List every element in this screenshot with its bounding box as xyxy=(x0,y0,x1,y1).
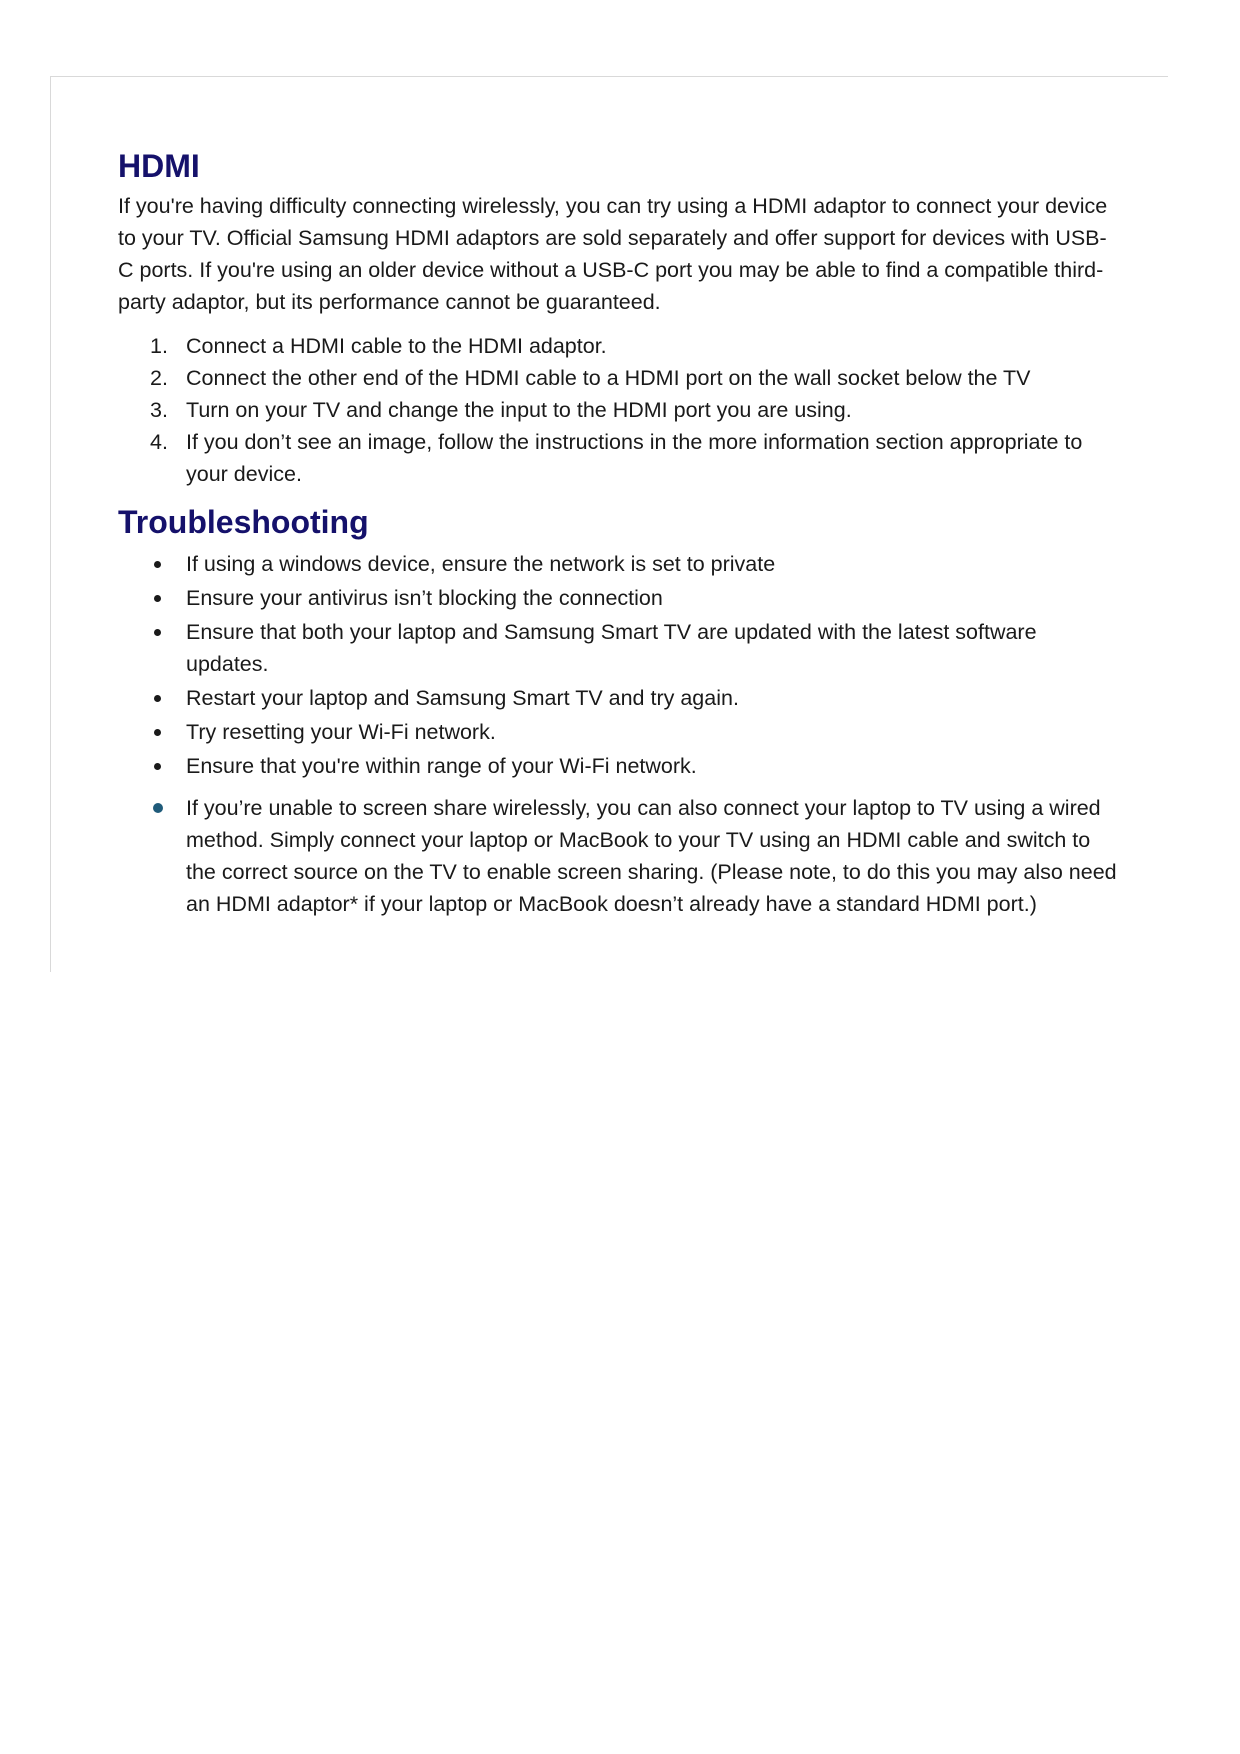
bullet-icon xyxy=(154,763,161,770)
step-number: 3. xyxy=(150,398,168,422)
troubleshooting-item xyxy=(118,582,1118,614)
step-number: 1. xyxy=(150,334,168,358)
tip-text: Ensure your antivirus isn’t blocking the connection xyxy=(186,586,663,610)
step-text: Connect a HDMI cable to the HDMI adaptor. xyxy=(186,334,607,358)
tip-text: If you’re unable to screen share wirelessly, you can also connect your laptop to TV using a wired method. Simply connect your laptop or MacBook to your TV using an HDMI cable and switch to the correct source on the TV to enable screen sharing. (Please note, to do this you may also need an HDMI adaptor* if your laptop or MacBook doesn’t already have a standard HDMI port.) xyxy=(186,796,1117,916)
hdmi-step xyxy=(118,330,1118,362)
troubleshooting-item xyxy=(118,616,1118,680)
troubleshooting-item xyxy=(118,682,1118,714)
step-text: Connect the other end of the HDMI cable to a HDMI port on the wall socket below the TV xyxy=(186,366,1031,390)
bullet-icon xyxy=(154,695,161,702)
troubleshooting-list xyxy=(118,548,1118,920)
tip-text: Ensure that you're within range of your Wi-Fi network. xyxy=(186,754,697,778)
troubleshooting-item xyxy=(118,716,1118,748)
hdmi-step xyxy=(118,362,1118,394)
step-text: Turn on your TV and change the input to the HDMI port you are using. xyxy=(186,398,852,422)
bullet-icon xyxy=(154,595,161,602)
step-number: 2. xyxy=(150,366,168,390)
document-content xyxy=(118,146,1118,922)
hdmi-heading: HDMI xyxy=(118,148,200,184)
hdmi-step xyxy=(118,426,1118,490)
bullet-icon xyxy=(154,629,161,636)
step-text: If you don’t see an image, follow the instructions in the more information section appropriate to your device. xyxy=(186,430,1083,486)
tip-text: If using a windows device, ensure the network is set to private xyxy=(186,552,776,576)
tip-text: Restart your laptop and Samsung Smart TV and try again. xyxy=(186,686,739,710)
hdmi-steps-list xyxy=(118,330,1118,490)
bullet-icon xyxy=(154,729,161,736)
hdmi-step xyxy=(118,394,1118,426)
step-number: 4. xyxy=(150,430,168,454)
hdmi-intro-paragraph: If you're having difficulty connecting wirelessly, you can try using a HDMI adaptor to connect your device to your TV. Official Samsung HDMI adaptors are sold separately and offer support for devices with USB-C ports. If you're using an older device without a USB-C port you may be able to find a compatible third-party adaptor, but its performance cannot be guaranteed. xyxy=(118,194,1108,314)
troubleshooting-item xyxy=(118,750,1118,782)
bullet-icon xyxy=(154,561,161,568)
troubleshooting-heading: Troubleshooting xyxy=(118,504,369,540)
tip-text: Ensure that both your laptop and Samsung Smart TV are updated with the latest software updates. xyxy=(186,620,1037,676)
troubleshooting-item xyxy=(118,792,1118,920)
bullet-icon xyxy=(153,803,163,813)
troubleshooting-item xyxy=(118,548,1118,580)
tip-text: Try resetting your Wi-Fi network. xyxy=(186,720,496,744)
